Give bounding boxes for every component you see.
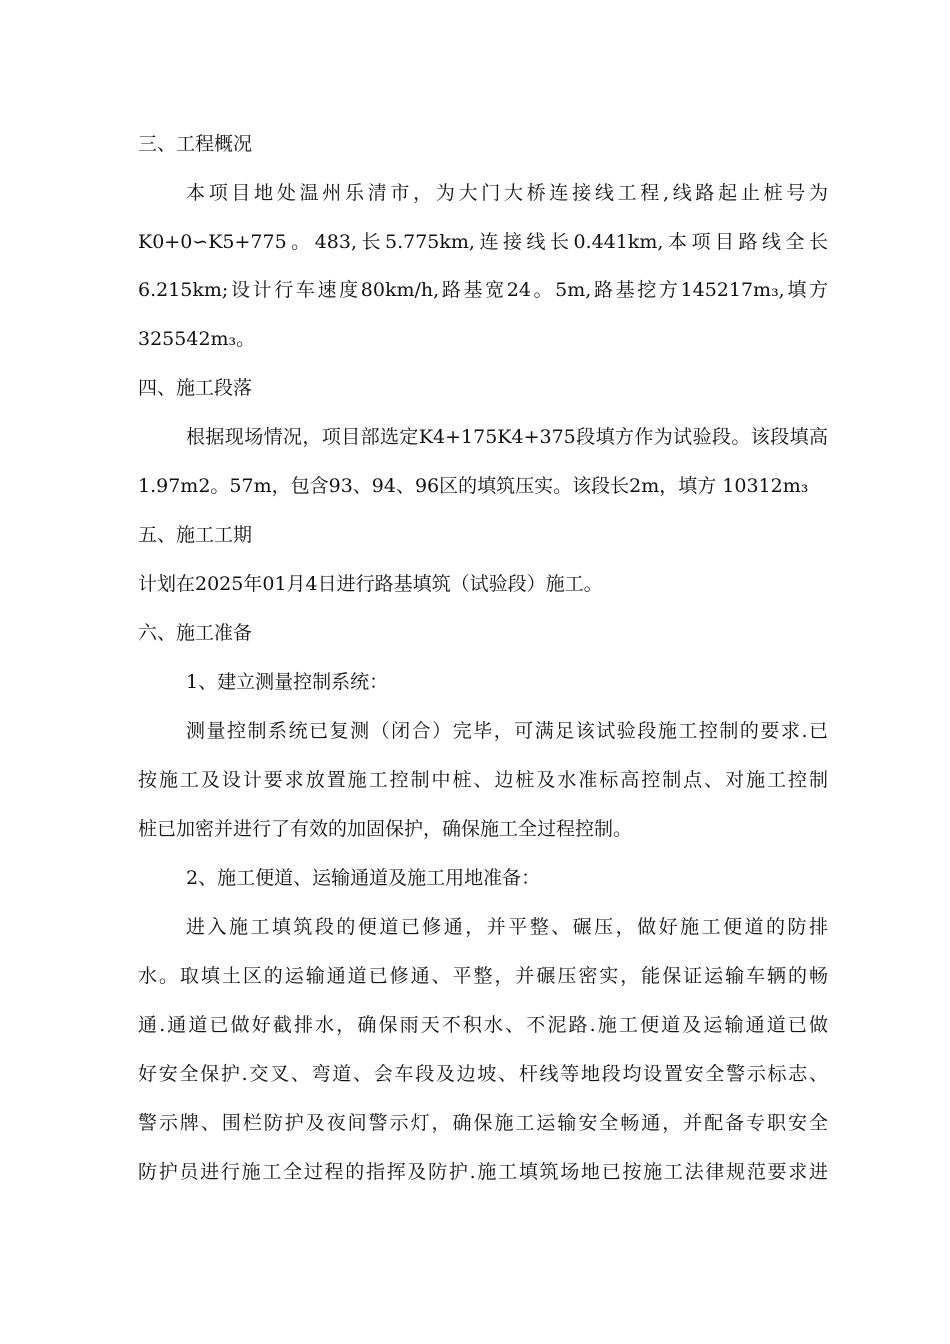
paragraph-line: 6.215km;设计行车速度80km/h,路基宽24。5m,路基挖方145217m₃,填方	[138, 279, 828, 301]
paragraph-line: 按施工及设计要求放置施工控制中桩、边桩及水准标高控制点、对施工控制	[138, 769, 828, 791]
paragraph-line: 计划在2025年01月4日进行路基填筑（试验段）施工。	[138, 573, 603, 595]
paragraph-line: 防护员进行施工全过程的指挥及防护.施工填筑场地已按施工法律规范要求进	[138, 1161, 828, 1183]
paragraph-line: 本项目地处温州乐清市，为大门大桥连接线工程,线路起止桩号为	[186, 182, 828, 204]
section-heading-schedule: 五、施工工期	[138, 524, 253, 546]
paragraph-line: K0+0∽K5+775。483,长5.775km,连接线长0.441km,本项目路线全长	[138, 231, 828, 253]
paragraph-line: 1.97m2。57m，包含93、94、96区的填筑压实。该段长2m，填方 10312m₃	[138, 475, 809, 497]
paragraph-line: 根据现场情况，项目部选定K4+175K4+375段填方作为试验段。该段填高	[186, 426, 828, 448]
paragraph-line: 水。取填土区的运输通道已修通、平整，并碾压密实，能保证运输车辆的畅	[138, 965, 828, 987]
section-heading-overview: 三、工程概况	[138, 133, 253, 155]
paragraph-line: 好安全保护.交叉、弯道、会车段及边坡、杆线等地段均设置安全警示标志、	[138, 1063, 828, 1085]
subsection-title-access-roads: 2、施工便道、运输通道及施工用地准备：	[186, 867, 541, 889]
paragraph-line: 测量控制系统已复测（闭合）完毕，可满足该试验段施工控制的要求.已	[186, 720, 828, 742]
paragraph-line: 进入施工填筑段的便道已修通，并平整、碾压，做好施工便道的防排	[186, 916, 828, 938]
section-heading-segments: 四、施工段落	[138, 377, 253, 399]
subsection-title-survey: 1、建立测量控制系统：	[186, 671, 389, 693]
paragraph-line: 通.通道已做好截排水，确保雨天不积水、不泥路.施工便道及运输通道已做	[138, 1014, 828, 1036]
paragraph-line: 警示牌、围栏防护及夜间警示灯，确保施工运输安全畅通，并配备专职安全	[138, 1112, 828, 1134]
paragraph-line: 桩已加密并进行了有效的加固保护，确保施工全过程控制。	[138, 818, 633, 840]
paragraph-line: 325542m₃。	[138, 328, 256, 350]
section-heading-preparation: 六、施工准备	[138, 622, 253, 644]
